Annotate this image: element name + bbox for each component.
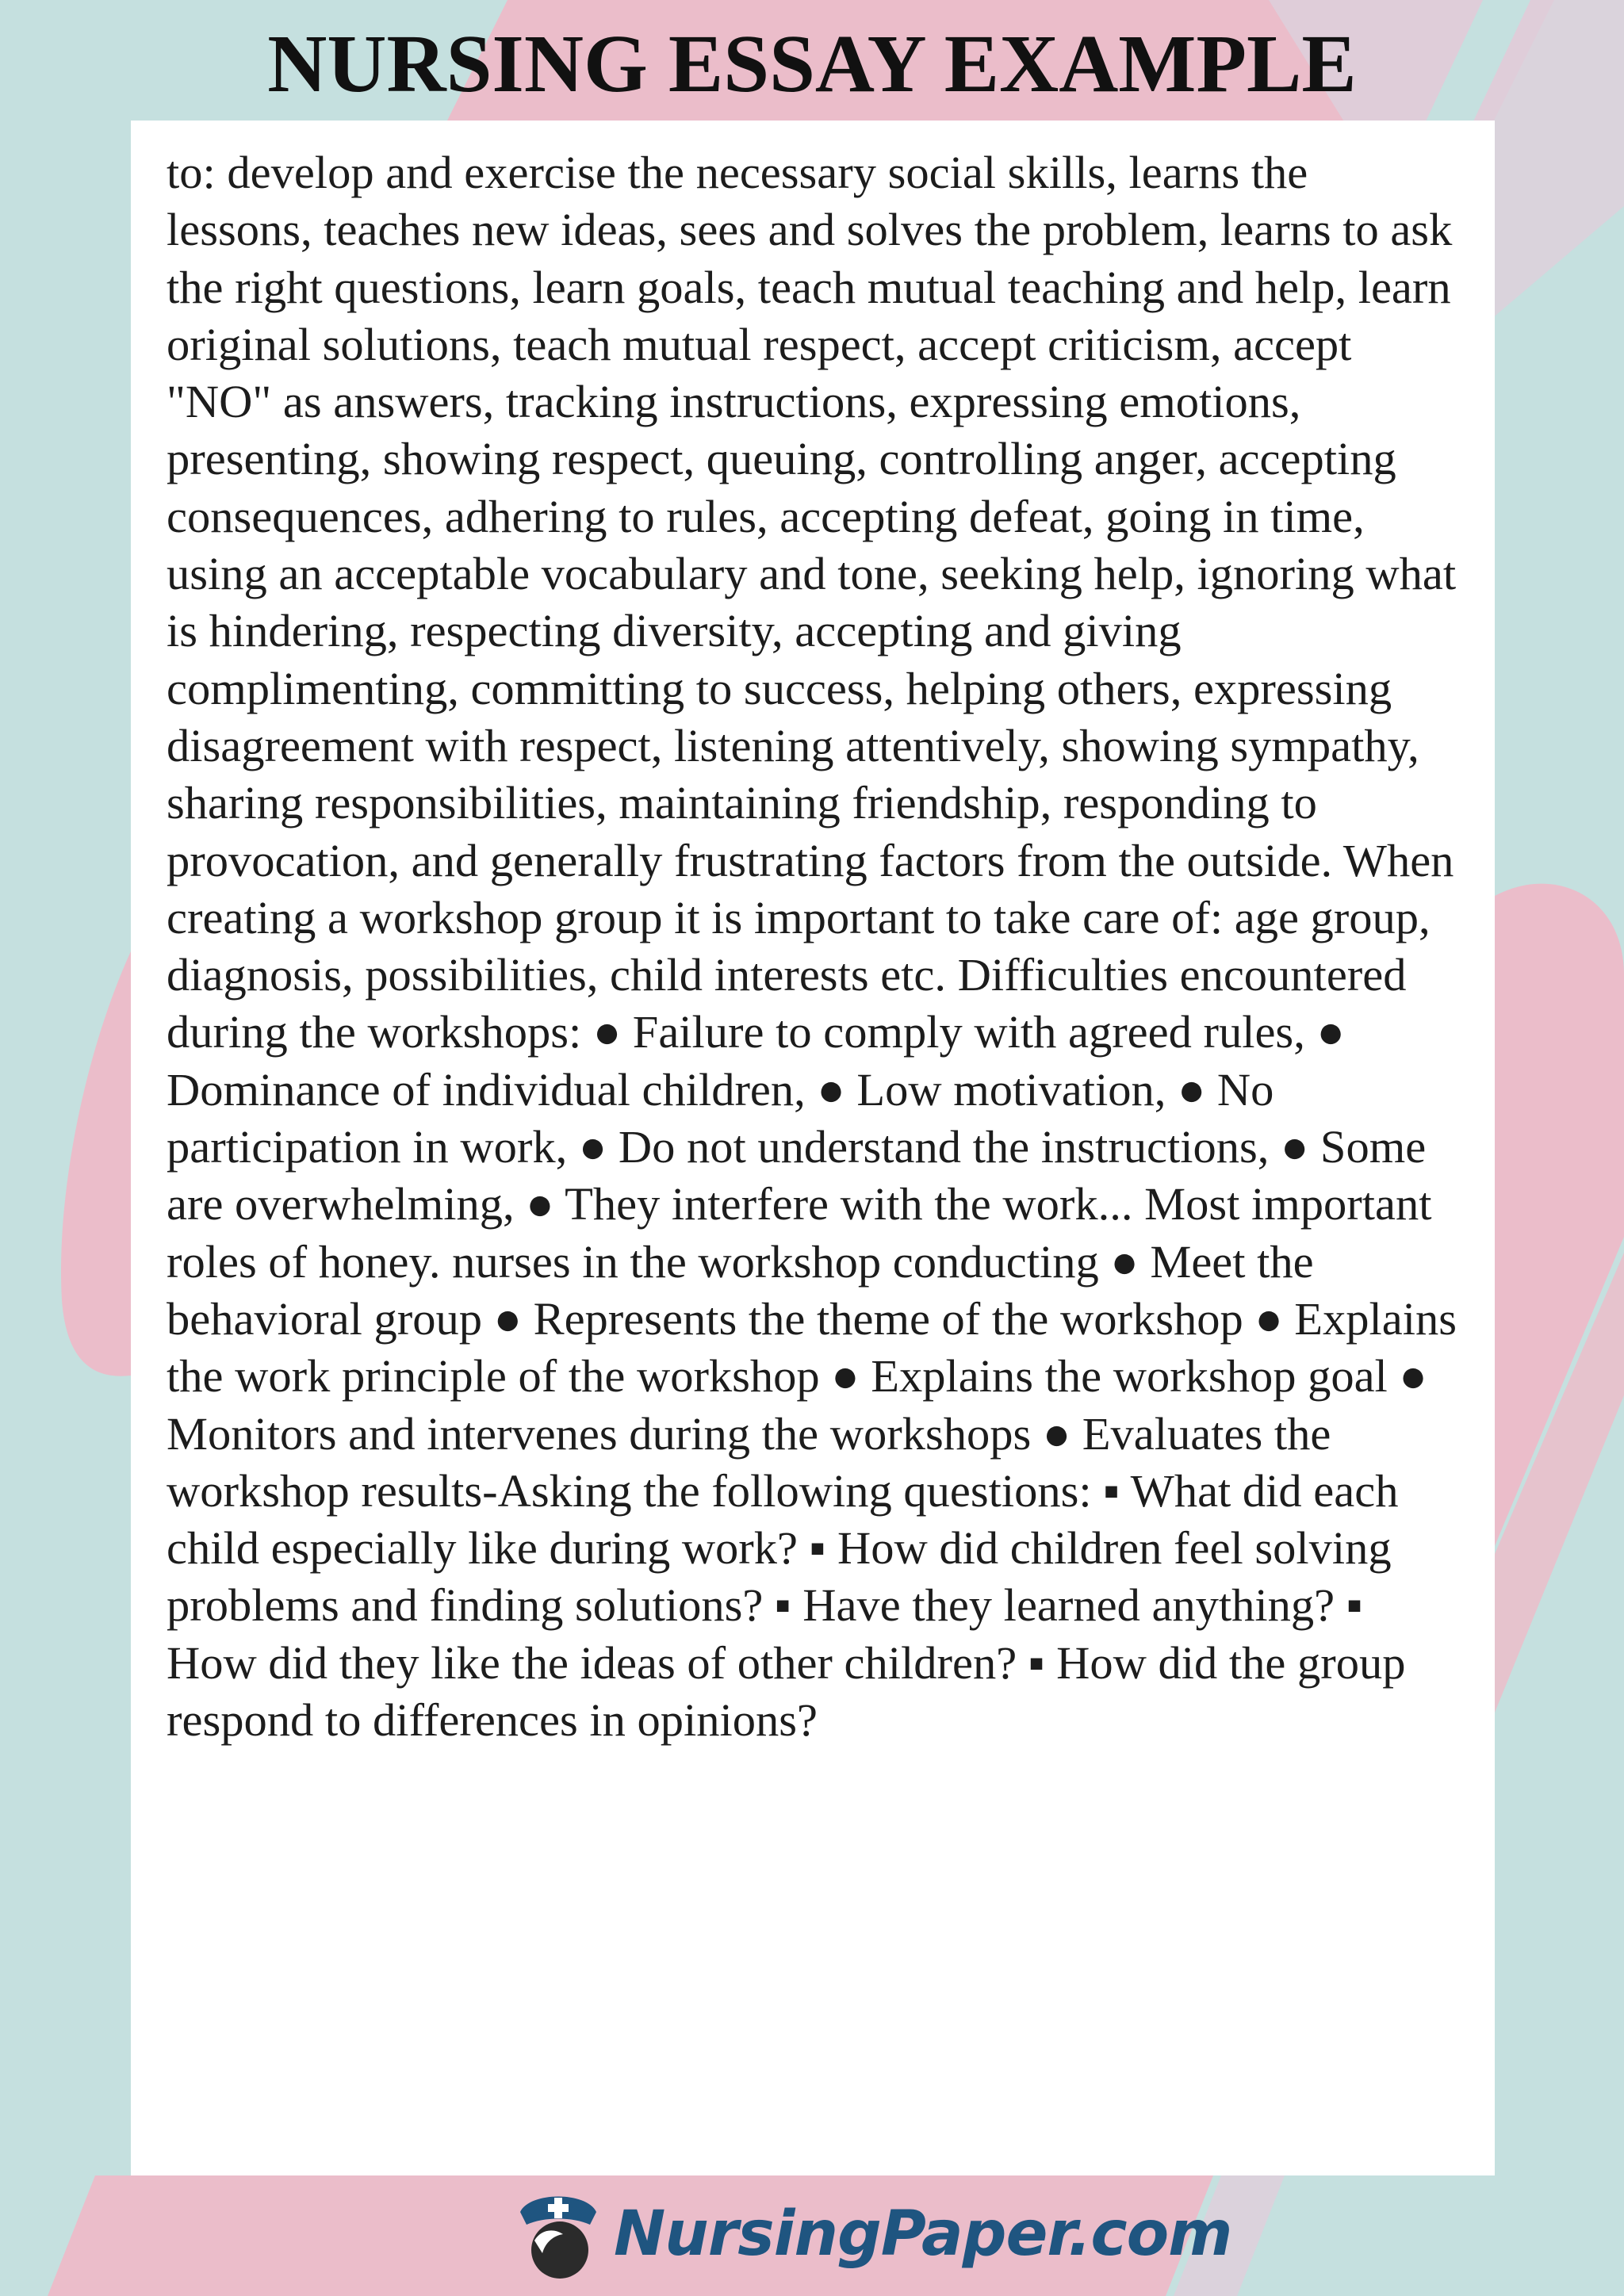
brand-logo-link[interactable] [514,2179,1231,2290]
brand-name: NursingPaper.com [614,2198,1232,2270]
nurse-cap-icon [514,2185,603,2283]
essay-body-text: to: develop and exercise the necessary social skills, learns the lessons, teaches new ideas, sees and solves the problem, learns to ask the right questions, learn goals, teach mutual teaching and help, learn original solutions, teach mutual respect, accept criticism, accept "NO" as answers, tracking instructions, expressing emotions, presenting, showing respect, queuing, controlling anger, accepting consequences, adhering to rules, accepting defeat, going in time, using an acceptable vocabulary and tone, seeking help, ignoring what is hindering, respecting diversity, accepting and giving complimenting, committing to success, helping others, expressing disagreement with respect, listening attentively, showing sympathy, sharing responsibilities, maintaining friendship, responding to provocation, and generally frustrating factors from the outside. When creating a workshop group it is important to take care of: age group, diagnosis, possibilities, child interests etc. Difficulties encountered during the workshops: ● Failure to comply with agreed rules, ● Dominance of individual children, ● Low motivation, ● No participation in work, ● Do not understand the instructions, ● Some are overwhelming, ● They interfere with the work... Most important roles of honey. nurses in the workshop conducting ● Meet the behavioral group ● Represents the theme of the workshop ● Explains the work principle of the workshop ● Explains the workshop goal ● Monitors and intervenes during the workshops ● Evaluates the workshop results-Asking the following questions: ▪ What did each child especially like during work? ▪ How did children feel solving problems and finding solutions? ▪ Have they learned anything? ▪ How did they like the ideas of other children? ▪ How did the group respond to differences in opinions? [167,147,1457,1747]
page-title: NURSING ESSAY EXAMPLE [267,18,1357,109]
essay-card [131,121,1495,2175]
